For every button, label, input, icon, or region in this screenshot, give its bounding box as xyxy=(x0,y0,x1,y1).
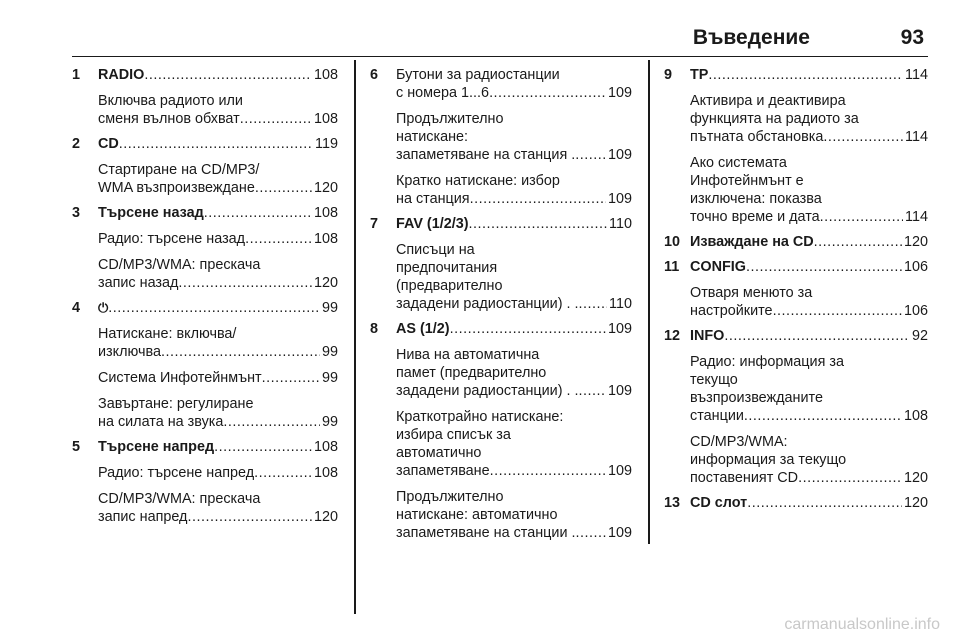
sub-entry-line: запаметяване xyxy=(396,463,490,479)
entry-heading-row xyxy=(98,135,338,153)
leader-dots xyxy=(214,438,312,456)
sub-entry-line: Включва радиото или xyxy=(98,93,243,109)
sub-entry-line: запаметяване на станции . xyxy=(396,525,576,541)
sub-entry xyxy=(98,395,338,431)
entry-body xyxy=(98,66,338,128)
index-entry xyxy=(664,327,928,487)
entry-number: 12 xyxy=(664,328,681,344)
page-ref[interactable]: 108 xyxy=(313,205,338,221)
sub-entry-line: информация за текущо xyxy=(690,452,847,468)
sub-entry-line: Бутони за радиостанции xyxy=(396,67,560,83)
leader-dots xyxy=(773,302,902,320)
sub-entry xyxy=(690,353,928,425)
sub-entry-last-row xyxy=(396,84,632,102)
sub-entry-line: функцията на радиото за xyxy=(690,111,859,127)
sub-entry-last-row xyxy=(98,343,338,361)
entry-label: RADIO xyxy=(98,67,145,83)
sub-entry-last-row xyxy=(396,524,632,542)
index-entry xyxy=(72,135,338,197)
sub-entry-line: пътната обстановка xyxy=(690,129,824,145)
sub-entry xyxy=(98,230,338,248)
sub-entry-last-row xyxy=(690,302,928,320)
sub-entry-line: изключена: показва xyxy=(690,191,822,207)
index-column-3 xyxy=(664,66,928,519)
index-entry xyxy=(72,438,338,526)
sub-entry-line: памет (предварително xyxy=(396,365,547,381)
sub-entry-line: Завъртане: регулиране xyxy=(98,396,254,412)
sub-entry-last-row xyxy=(396,382,632,400)
leader-dots xyxy=(708,66,903,84)
sub-entry-last-row xyxy=(690,208,928,226)
page-ref[interactable]: 108 xyxy=(313,465,338,481)
leader-dots xyxy=(579,295,608,313)
sub-entry-line: Ако системата xyxy=(690,155,787,171)
entry-body xyxy=(690,327,928,487)
sub-entry-line: текущо xyxy=(690,372,738,388)
sub-entry-line: на силата на звука xyxy=(98,414,224,430)
sub-entry-line: CD/MP3/WMA: прескача xyxy=(98,491,261,507)
entry-heading-row xyxy=(690,258,928,276)
sub-entry xyxy=(690,284,928,320)
leader-dots xyxy=(744,407,902,425)
leader-dots xyxy=(747,494,902,512)
entry-label: AS (1/2) xyxy=(396,321,450,337)
page-ref[interactable]: 120 xyxy=(903,234,928,250)
sub-entry-line: Продължително xyxy=(396,111,504,127)
entry-body xyxy=(98,299,338,431)
page-number: 93 xyxy=(900,26,924,49)
sub-entry-line: Активира и деактивира xyxy=(690,93,846,109)
leader-dots xyxy=(724,327,910,345)
power-icon: ⏻ xyxy=(98,300,109,315)
sub-entry-line: CD/MP3/WMA: прескача xyxy=(98,257,261,273)
page-ref[interactable]: 108 xyxy=(313,67,338,83)
sub-entry-last-row xyxy=(690,469,928,487)
entry-heading-row xyxy=(690,233,928,251)
sub-entry-last-row xyxy=(98,508,338,526)
sub-entry-line: Стартиране на CD/MP3/ xyxy=(98,162,260,178)
sub-entry xyxy=(396,488,632,542)
index-entry xyxy=(664,258,928,320)
entry-number: 8 xyxy=(370,321,379,337)
page-ref[interactable]: 99 xyxy=(321,414,338,430)
sub-entry-line: (предварително xyxy=(396,278,503,294)
sub-entry xyxy=(396,110,632,164)
index-entry xyxy=(370,320,632,542)
leader-dots xyxy=(575,146,606,164)
leader-dots xyxy=(489,84,606,102)
entry-heading-row xyxy=(690,327,928,345)
sub-entry xyxy=(98,369,338,387)
leader-dots xyxy=(223,413,320,431)
entry-heading-row xyxy=(98,66,338,84)
entry-label: CONFIG xyxy=(690,259,746,275)
sub-entry-line: натискане: автоматично xyxy=(396,507,558,523)
page-ref[interactable]: 120 xyxy=(903,470,928,486)
sub-entry-line: станции xyxy=(690,408,744,424)
leader-dots xyxy=(814,233,902,251)
leader-dots xyxy=(187,508,312,526)
sub-entry xyxy=(98,464,338,482)
sub-entry xyxy=(396,66,632,102)
leader-dots xyxy=(255,179,312,197)
entry-number: 9 xyxy=(664,67,673,83)
entry-body xyxy=(98,438,338,526)
entry-heading-row xyxy=(396,320,632,338)
leader-dots xyxy=(823,128,903,146)
entry-label: Изваждане на CD xyxy=(690,234,814,250)
sub-entry xyxy=(98,490,338,526)
sub-entry-line: зададени радиостанции) . . xyxy=(396,383,579,399)
leader-dots xyxy=(254,464,312,482)
sub-entry xyxy=(690,154,928,226)
leader-dots xyxy=(144,66,312,84)
leader-dots xyxy=(579,382,606,400)
leader-dots xyxy=(119,135,313,153)
leader-dots xyxy=(450,320,606,338)
page-ref[interactable]: 109 xyxy=(607,463,632,479)
page-title: Въведение xyxy=(692,26,810,49)
leader-dots xyxy=(490,462,606,480)
sub-entry xyxy=(396,172,632,208)
entry-body xyxy=(98,135,338,197)
sub-entry xyxy=(98,256,338,292)
watermark: carmanualsonline.info xyxy=(784,616,940,633)
index-entry xyxy=(72,299,338,431)
page-ref[interactable]: 120 xyxy=(313,180,338,196)
entry-heading-row xyxy=(98,438,338,456)
page-ref[interactable]: 119 xyxy=(315,136,338,152)
entry-label: INFO xyxy=(690,328,725,344)
index-entry xyxy=(370,215,632,313)
sub-entry-line: Списъци на xyxy=(396,242,475,258)
page-ref[interactable]: 120 xyxy=(903,495,928,511)
page-ref[interactable]: 109 xyxy=(607,85,632,101)
sub-entry-line: сменя вълнов обхват xyxy=(98,111,240,127)
sub-entry-line: запис напред xyxy=(98,509,188,525)
sub-entry-line: на станция xyxy=(396,191,470,207)
entry-label: Търсене назад xyxy=(98,205,204,221)
sub-entry xyxy=(690,92,928,146)
entry-number: 6 xyxy=(370,67,379,83)
index-column-1 xyxy=(72,66,338,533)
page-ref[interactable]: 108 xyxy=(313,439,338,455)
sub-entry-line: Радио: търсене напред xyxy=(98,465,255,481)
entry-body xyxy=(98,204,338,292)
leader-dots xyxy=(469,215,608,233)
page-ref[interactable]: 99 xyxy=(321,370,338,386)
sub-entry-last-row xyxy=(396,146,632,164)
page-ref[interactable]: 114 xyxy=(905,67,928,83)
leader-dots xyxy=(470,190,606,208)
leader-dots xyxy=(240,110,312,128)
entry-body xyxy=(396,320,632,542)
sub-entry-line: Отваря менюто за xyxy=(690,285,813,301)
page-ref[interactable]: 109 xyxy=(607,321,632,337)
page-ref[interactable]: 109 xyxy=(607,525,632,541)
sub-entry-last-row xyxy=(98,179,338,197)
entry-label: TP xyxy=(690,67,709,83)
entry-body xyxy=(690,494,928,512)
sub-entry-line: CD/MP3/WMA: xyxy=(690,434,788,450)
page-header xyxy=(72,22,928,57)
page-ref[interactable]: 99 xyxy=(321,300,338,316)
entry-number: 11 xyxy=(664,259,680,275)
leader-dots xyxy=(178,274,312,292)
column-divider xyxy=(354,60,356,614)
page-ref[interactable]: 109 xyxy=(607,383,632,399)
entry-body xyxy=(396,215,632,313)
sub-entry-last-row xyxy=(98,464,338,482)
entry-number: 7 xyxy=(370,216,379,232)
index-column-2 xyxy=(370,66,632,549)
page-ref[interactable]: 120 xyxy=(313,509,338,525)
entry-heading-row xyxy=(690,66,928,84)
sub-entry-line: изключва xyxy=(98,344,161,360)
sub-entry-last-row xyxy=(396,295,632,313)
sub-entry-line: автоматично xyxy=(396,445,482,461)
sub-entry-last-row xyxy=(98,110,338,128)
leader-dots xyxy=(204,204,312,222)
sub-entry-last-row xyxy=(690,407,928,425)
entry-number: 3 xyxy=(72,205,81,221)
entry-number: 2 xyxy=(72,136,81,152)
leader-dots xyxy=(798,469,902,487)
entry-heading-row xyxy=(690,494,928,512)
leader-dots xyxy=(262,369,320,387)
page-ref[interactable]: 109 xyxy=(607,147,632,163)
sub-entry-last-row xyxy=(396,190,632,208)
page-ref[interactable]: 106 xyxy=(903,303,928,319)
page-ref[interactable]: 108 xyxy=(903,408,928,424)
sub-entry xyxy=(690,433,928,487)
sub-entry-line: точно време и дата xyxy=(690,209,820,225)
sub-entry-line: Продължително xyxy=(396,489,504,505)
page-ref[interactable]: 108 xyxy=(313,111,338,127)
sub-entry-line: натискане: xyxy=(396,129,469,145)
index-entry xyxy=(370,66,632,208)
entry-heading-row xyxy=(396,215,632,233)
sub-entry-last-row xyxy=(98,413,338,431)
index-entry xyxy=(72,204,338,292)
sub-entry-line: зададени радиостанции) . . xyxy=(396,296,579,312)
sub-entry-last-row xyxy=(690,128,928,146)
page-ref[interactable]: 110 xyxy=(609,216,632,232)
entry-body xyxy=(690,233,928,251)
entry-number: 1 xyxy=(72,67,81,83)
sub-entry-line: запис назад xyxy=(98,275,179,291)
entry-body xyxy=(690,66,928,226)
entry-label: Търсене напред xyxy=(98,439,215,455)
sub-entry xyxy=(98,92,338,128)
page-ref[interactable]: 114 xyxy=(905,209,928,225)
entry-number: 10 xyxy=(664,234,681,250)
entry-label: CD xyxy=(98,136,119,152)
page-ref[interactable]: 99 xyxy=(321,344,338,360)
entry-label: CD слот xyxy=(690,495,748,511)
entry-number: 13 xyxy=(664,495,681,511)
sub-entry-line: настройките xyxy=(690,303,773,319)
page-ref[interactable]: 106 xyxy=(903,259,928,275)
sub-entry-line: предпочитания xyxy=(396,260,498,276)
leader-dots xyxy=(746,258,902,276)
sub-entry-line: избира списък за xyxy=(396,427,511,443)
sub-entry-line: WMA възпроизвеждане xyxy=(98,180,255,196)
sub-entry xyxy=(98,161,338,197)
sub-entry xyxy=(98,325,338,361)
page-ref[interactable]: 108 xyxy=(313,231,338,247)
sub-entry xyxy=(396,346,632,400)
index-entry xyxy=(664,66,928,226)
sub-entry-line: запаметяване на станция . xyxy=(396,147,576,163)
sub-entry xyxy=(396,408,632,480)
page-ref[interactable]: 92 xyxy=(911,328,928,344)
sub-entry-line: Кратко натискане: избор xyxy=(396,173,560,189)
entry-number: 5 xyxy=(72,439,81,455)
entry-label: FAV (1/2/3) xyxy=(396,216,469,232)
leader-dots xyxy=(245,230,312,248)
entry-body xyxy=(396,66,632,208)
sub-entry-line: Радио: търсене назад xyxy=(98,231,246,247)
leader-dots xyxy=(575,524,606,542)
leader-dots xyxy=(108,299,320,317)
leader-dots xyxy=(161,343,320,361)
entry-heading-row xyxy=(98,204,338,222)
page-ref[interactable]: 120 xyxy=(313,275,338,291)
entry-number: 4 xyxy=(72,300,81,316)
column-divider xyxy=(648,60,650,544)
sub-entry-last-row xyxy=(98,274,338,292)
sub-entry-line: Краткотрайно натискане: xyxy=(396,409,564,425)
entry-heading-row xyxy=(98,299,338,317)
index-entry xyxy=(664,494,928,512)
sub-entry-line: Система Инфотейнмънт xyxy=(98,370,262,386)
sub-entry-last-row xyxy=(396,462,632,480)
entry-body xyxy=(690,258,928,320)
page-ref[interactable]: 114 xyxy=(905,129,928,145)
sub-entry xyxy=(396,241,632,313)
sub-entry-last-row xyxy=(98,369,338,387)
page-ref[interactable]: 110 xyxy=(609,296,632,312)
sub-entry-line: с номера 1...6 xyxy=(396,85,490,101)
sub-entry-last-row xyxy=(98,230,338,248)
sub-entry-line: поставеният CD xyxy=(690,470,799,486)
page-ref[interactable]: 109 xyxy=(607,191,632,207)
sub-entry-line: Инфотейнмънт е xyxy=(690,173,804,189)
sub-entry-line: Натискане: включва/ xyxy=(98,326,237,342)
sub-entry-line: Нива на автоматична xyxy=(396,347,540,363)
index-entry xyxy=(664,233,928,251)
leader-dots xyxy=(820,208,903,226)
sub-entry-line: възпроизвежданите xyxy=(690,390,823,406)
sub-entry-line: Радио: информация за xyxy=(690,354,844,370)
index-entry xyxy=(72,66,338,128)
